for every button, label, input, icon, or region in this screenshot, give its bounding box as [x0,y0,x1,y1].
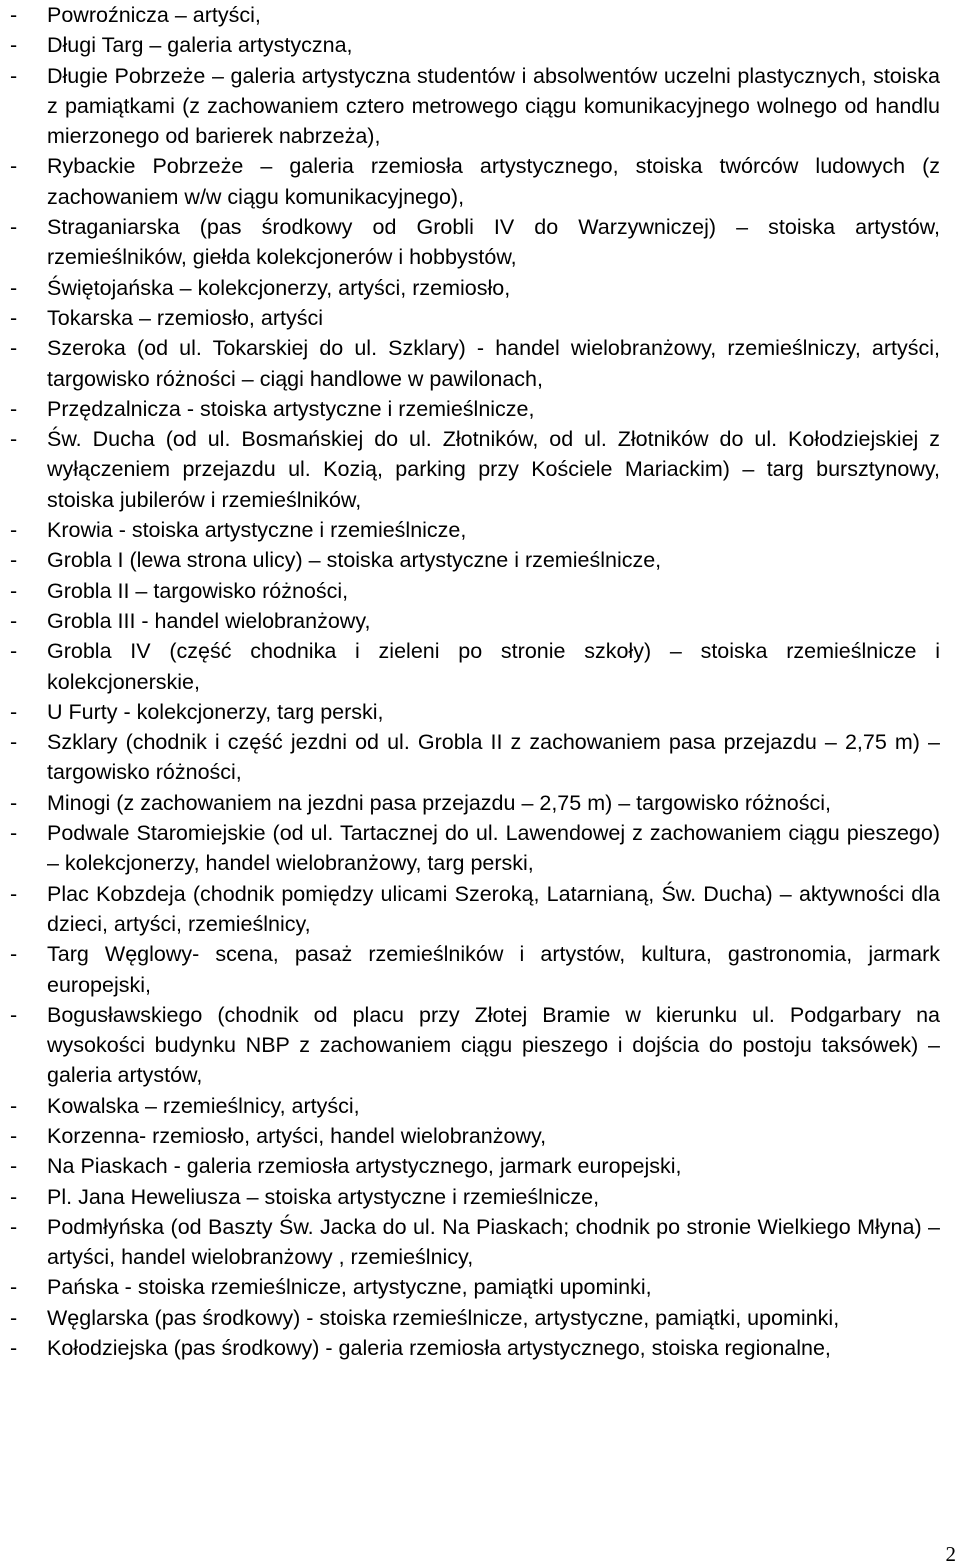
list-item-text: Na Piaskach - galeria rzemiosła artystycznego, jarmark europejski, [47,1154,682,1179]
list-item [10,606,940,636]
list-dash: - [10,3,18,27]
list-item [10,1121,940,1151]
list-item [10,939,940,1000]
list-item [10,1303,940,1333]
list-dash: - [10,215,18,240]
list-dash: - [10,1154,18,1179]
list-dash: - [10,1002,18,1027]
list-dash: - [10,1093,18,1118]
list-dash: - [10,1336,18,1361]
list-dash: - [10,1305,18,1330]
list-item [10,1272,940,1302]
list-item [10,545,940,575]
list-item [10,1091,940,1121]
list-item [10,818,940,879]
list-item [10,0,940,30]
list-item-text: Plac Kobzdeja (chodnik pomiędzy ulicami Szeroką, Latarnianą, Św. Ducha) – aktywności dla dzieci, artyści, rzemieślnicy, [47,881,940,936]
list-item-text: Długi Targ – galeria artystyczna, [47,33,353,58]
list-item [10,636,940,697]
list-dash: - [10,33,18,58]
list-item [10,30,940,60]
list-item-text: Grobla IV (część chodnika i zieleni po stronie szkoły) – stoiska rzemieślnicze i kolekcjonerskie, [47,639,940,694]
list-dash: - [10,639,18,664]
list-item [10,1182,940,1212]
list-item-text: Świętojańska – kolekcjonerzy, artyści, rzemiosło, [47,275,511,300]
list-item-text: Rybackie Pobrzeże – galeria rzemiosła artystycznego, stoiska twórców ludowych (z zachowaniem w/w ciągu komunikacyjnego), [47,154,940,209]
list-item [10,333,940,394]
list-item [10,788,940,818]
list-dash: - [10,1184,18,1209]
list-item [10,727,940,788]
list-item-text: Korzenna- rzemiosło, artyści, handel wielobranżowy, [47,1123,547,1148]
list-item [10,1000,940,1091]
list-item-text: Św. Ducha (od ul. Bosmańskiej do ul. Złotników, od ul. Złotników do ul. Kołodziejskiej z wyłączeniem przejazdu ul. Kozią, parking przy Kościele Mariackim) – targ bursztynowy, stoiska jubilerów i rzemieślników, [47,427,940,512]
list-dash: - [10,1214,18,1239]
list-item [10,303,940,333]
list-item [10,879,940,940]
list-dash: - [10,336,18,361]
list-item [10,212,940,273]
list-item-text: Kowalska – rzemieślnicy, artyści, [47,1093,360,1118]
list-item-text: Tokarska – rzemiosło, artyści [47,305,323,330]
list-item-text: Minogi (z zachowaniem na jezdni pasa przejazdu – 2,75 m) – targowisko różności, [47,790,831,815]
list-dash: - [10,548,18,573]
list-item-text: Podmłyńska (od Baszty Św. Jacka do ul. Na Piaskach; chodnik po stronie Wielkiego Młyna) – artyści, handel wielobranżowy , rzemieślnicy, [47,1214,940,1270]
list-item-text: Przędzalnicza - stoiska artystyczne i rzemieślnicze, [47,396,535,421]
list-dash: - [10,1275,18,1300]
list-dash: - [10,881,18,906]
list-dash: - [10,275,18,300]
list-item-text: Pl. Jana Heweliusza – stoiska artystyczne i rzemieślnicze, [47,1184,600,1209]
list-item [10,697,940,727]
list-item-text: Pańska - stoiska rzemieślnicze, artystyczne, pamiątki upominki, [47,1275,652,1300]
list-item-text: Straganiarska (pas środkowy od Grobli IV do Warzywniczej) – stoiska artystów, rzemieślników, giełda kolekcjonerów i hobbystów, [47,215,940,270]
list-item [10,273,940,303]
list-dash: - [10,942,18,967]
list-item-text: Grobla III - handel wielobranżowy, [47,608,371,633]
list-item-text: Bogusławskiego (chodnik od placu przy Złotej Bramie w kierunku ul. Podgarbary na wysokości budynku NBP z zachowaniem ciągu pieszego i dojścia do postoju taksówek) – galeria artystów, [47,1002,940,1088]
list-item [10,1151,940,1181]
list-dash: - [10,154,18,179]
list-dash: - [10,396,18,421]
list-item [10,151,940,212]
list-item [10,424,940,515]
list-dash: - [10,1123,18,1148]
list-item-text: Podwale Staromiejskie (od ul. Tartacznej do ul. Lawendowej z zachowaniem ciągu pieszego) – kolekcjonerzy, handel wielobranżowy, targ perski, [47,821,940,876]
list-item-text: Szeroka (od ul. Tokarskiej do ul. Szklary) - handel wielobranżowy, rzemieślniczy, artyści, targowisko różności – ciągi handlowe w pawilonach, [47,336,940,391]
list-item [10,61,940,152]
list-dash: - [10,578,18,603]
list-item-text: Szklary (chodnik i część jezdni od ul. Grobla II z zachowaniem pasa przejazdu – 2,75 m) – targowisko różności, [47,730,940,785]
list-item-text: Kołodziejska (pas środkowy) - galeria rzemiosła artystycznego, stoiska regionalne, [47,1336,831,1361]
list-item [10,515,940,545]
list-item-text: U Furty - kolekcjonerzy, targ perski, [47,699,384,724]
list-item [10,1212,940,1273]
list-item-text: Grobla II – targowisko różności, [47,578,349,603]
list-item-text: Długie Pobrzeże – galeria artystyczna studentów i absolwentów uczelni plastycznych, stoiska z pamiątkami (z zachowaniem cztero metrowego ciągu komunikacyjnego wolnego od handlu mierzonego od barierek nabrzeża), [47,63,940,149]
list-dash: - [10,608,18,633]
list-item [10,394,940,424]
page-number: 2 [945,1542,956,1566]
list-dash: - [10,730,18,755]
document-body [10,0,940,1363]
list-dash: - [10,305,18,330]
list-item-text: Powroźnicza – artyści, [47,3,261,27]
list-dash: - [10,427,18,452]
list-item [10,576,940,606]
list-dash: - [10,699,18,724]
list-dash: - [10,790,18,815]
list-item-text: Grobla I (lewa strona ulicy) – stoiska artystyczne i rzemieślnicze, [47,548,662,573]
list-dash: - [10,63,18,88]
list-dash: - [10,518,18,543]
list-item-text: Węglarska (pas środkowy) - stoiska rzemieślnicze, artystyczne, pamiątki, upominki, [47,1305,840,1330]
list-item [10,1333,940,1363]
list-dash: - [10,821,18,846]
list-item-text: Krowia - stoiska artystyczne i rzemieślnicze, [47,518,467,543]
list-item-text: Targ Węglowy- scena, pasaż rzemieślników i artystów, kultura, gastronomia, jarmark europejski, [47,942,940,997]
